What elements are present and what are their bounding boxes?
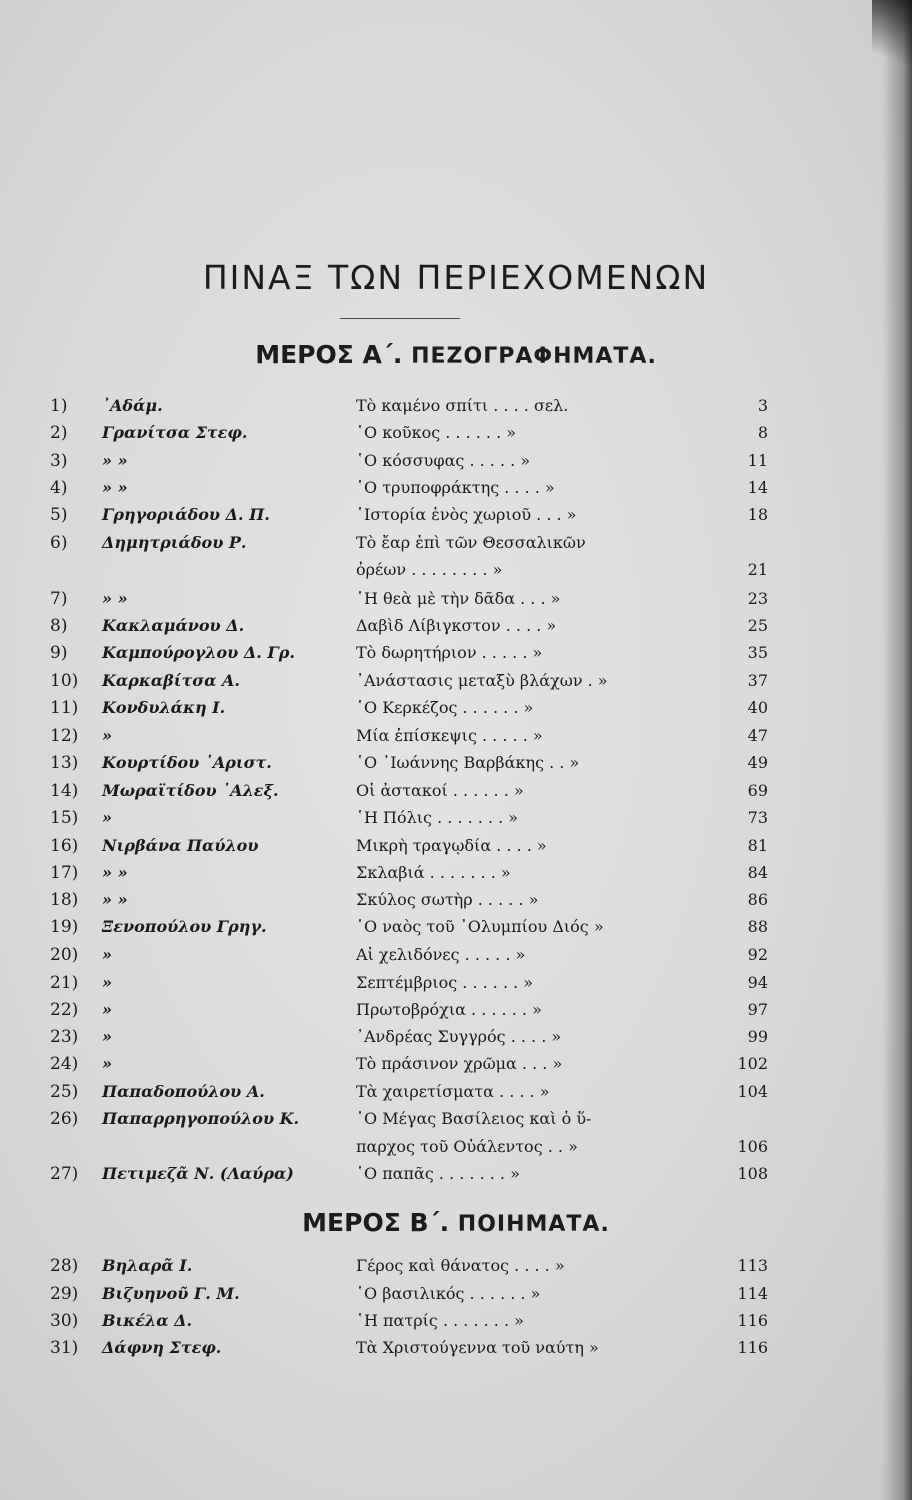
entry-number: 13) <box>50 753 79 773</box>
entry-title: Αἱ χελιδόνες . . . . . » <box>356 945 526 964</box>
entry-author: » <box>102 1027 112 1046</box>
toc-row <box>0 726 912 752</box>
toc-row <box>0 863 912 889</box>
toc-row <box>0 1109 912 1135</box>
entry-author: » <box>102 1000 112 1019</box>
entry-title: Οἱ ἀστακοί . . . . . . » <box>356 781 524 800</box>
toc-row <box>0 1164 912 1190</box>
section-heading-a <box>0 340 912 369</box>
toc-row <box>0 533 912 559</box>
entry-author: Παπαδοπούλου Α. <box>102 1082 265 1101</box>
entry-author: Δάφνη Στεφ. <box>102 1338 222 1357</box>
entry-title: Τὸ πράσινον χρῶμα . . . » <box>356 1054 563 1073</box>
entry-title: ῾Ο Μέγας Βασίλειος καὶ ὁ ὕ- <box>356 1109 592 1128</box>
entry-page: 84 <box>747 863 768 882</box>
toc-row <box>0 1311 912 1337</box>
toc-row <box>0 945 912 971</box>
entry-page: 18 <box>747 505 768 524</box>
toc-row <box>0 973 912 999</box>
entry-title: Πρωτοβρόχια . . . . . . » <box>356 1000 542 1019</box>
entry-number: 10) <box>50 671 79 691</box>
entry-page: 69 <box>747 781 768 800</box>
entry-page: 3 <box>757 396 768 415</box>
entry-author: Κονδυλάκη Ι. <box>102 698 226 717</box>
entry-author: Καμπούρογλου Δ. Γρ. <box>102 643 295 662</box>
toc-row <box>0 1082 912 1108</box>
entry-number: 5) <box>50 505 68 525</box>
entry-title: ῾Η θεὰ μὲ τὴν δᾶδα . . . » <box>356 589 561 608</box>
toc-row <box>0 1137 912 1163</box>
toc-row <box>0 836 912 862</box>
entry-title: ῾Η πατρίς . . . . . . . » <box>356 1311 524 1330</box>
entry-page: 11 <box>747 451 768 470</box>
entry-page: 97 <box>747 1000 768 1019</box>
section-b-label: ΜΕΡΟΣ Β΄. <box>302 1208 450 1237</box>
entry-author: Πετιμεζᾶ Ν. (Λαύρα) <box>102 1164 294 1183</box>
entry-author: » <box>102 1054 112 1073</box>
entry-title: ῾Ο κοῦκος . . . . . . » <box>356 423 517 442</box>
entry-page: 8 <box>757 423 768 442</box>
entry-number: 1) <box>50 396 68 416</box>
entry-page: 99 <box>747 1027 768 1046</box>
entry-page: 102 <box>737 1054 768 1073</box>
toc-row <box>0 1027 912 1053</box>
entry-number: 11) <box>50 698 79 718</box>
entry-number: 28) <box>50 1256 79 1276</box>
entry-number: 6) <box>50 533 68 553</box>
entry-number: 14) <box>50 781 79 801</box>
entry-page: 106 <box>737 1137 768 1156</box>
entry-author: » <box>102 945 112 964</box>
entry-author: » » <box>102 478 128 497</box>
entry-author: Νιρβάνα Παύλου <box>102 836 259 855</box>
entry-number: 30) <box>50 1311 79 1331</box>
toc-row <box>0 643 912 669</box>
entry-author: Μωραϊτίδου ᾿Αλεξ. <box>102 781 279 800</box>
entry-page: 104 <box>737 1082 768 1101</box>
entry-author: Δημητριάδου Ρ. <box>102 533 247 552</box>
section-a-title: ΠΕΖΟΓΡΑΦΗΜΑΤΑ. <box>411 344 657 369</box>
entry-author: Παπαρρηγοπούλου Κ. <box>102 1109 300 1128</box>
entry-number: 8) <box>50 616 68 636</box>
entry-title: Τὰ Χριστούγεννα τοῦ ναύτη » <box>356 1338 599 1357</box>
entry-number: 23) <box>50 1027 79 1047</box>
toc-row <box>0 396 912 422</box>
entry-page: 23 <box>747 589 768 608</box>
entry-number: 27) <box>50 1164 79 1184</box>
entry-title: ῾Ο κόσσυφας . . . . . » <box>356 451 531 470</box>
entry-number: 2) <box>50 423 68 443</box>
entry-number: 31) <box>50 1338 79 1358</box>
entry-title: Μικρὴ τραγῳδία . . . . » <box>356 836 547 855</box>
entry-page: 116 <box>737 1311 768 1330</box>
entry-page: 81 <box>747 836 768 855</box>
entry-title: ῾Ο βασιλικός . . . . . . » <box>356 1284 541 1303</box>
entry-number: 29) <box>50 1284 79 1304</box>
entry-page: 86 <box>747 890 768 909</box>
entry-author: Βιζυηνοῦ Γ. Μ. <box>102 1284 240 1303</box>
entry-page: 88 <box>747 917 768 936</box>
entry-title: Σκύλος σωτὴρ . . . . . » <box>356 890 539 909</box>
entry-page: 25 <box>747 616 768 635</box>
page-title: ΠΙΝΑΞ ΤΩΝ ΠΕΡΙΕΧΟΜΕΝΩΝ <box>202 258 710 297</box>
section-heading-b <box>0 1208 912 1237</box>
toc-row <box>0 478 912 504</box>
toc-row <box>0 698 912 724</box>
entry-author: » <box>102 808 112 827</box>
entry-number: 24) <box>50 1054 79 1074</box>
entry-number: 4) <box>50 478 68 498</box>
entry-number: 7) <box>50 589 68 609</box>
entry-page: 113 <box>737 1256 768 1275</box>
entry-number: 21) <box>50 973 79 993</box>
entry-title: Τὰ χαιρετίσματα . . . . » <box>356 1082 550 1101</box>
toc-row <box>0 505 912 531</box>
entry-author: Γρηγοριάδου Δ. Π. <box>102 505 270 524</box>
entry-number: 16) <box>50 836 79 856</box>
title-divider <box>340 318 460 319</box>
toc-row <box>0 808 912 834</box>
entry-title: ὀρέων . . . . . . . . » <box>356 560 503 579</box>
entry-number: 9) <box>50 643 68 663</box>
entry-title: ῾Ο Κερκέζος . . . . . . » <box>356 698 534 717</box>
entry-author: Γρανίτσα Στεφ. <box>102 423 248 442</box>
entry-title: Τὸ καμένο σπίτι . . . . σελ. <box>356 396 569 415</box>
page-corner-shadow <box>872 0 912 70</box>
entry-author: Βικέλα Δ. <box>102 1311 193 1330</box>
toc-row <box>0 423 912 449</box>
toc-row <box>0 671 912 697</box>
toc-row <box>0 560 912 586</box>
entry-page: 92 <box>747 945 768 964</box>
toc-row <box>0 781 912 807</box>
entry-page: 35 <box>747 643 768 662</box>
entry-author: Κακλαμάνου Δ. <box>102 616 245 635</box>
toc-row <box>0 616 912 642</box>
entry-title: Τὸ δωρητήριον . . . . . » <box>356 643 543 662</box>
entry-author: » <box>102 973 112 992</box>
entry-author: » » <box>102 890 128 909</box>
entry-page: 40 <box>747 698 768 717</box>
entry-page: 116 <box>737 1338 768 1357</box>
entry-title: Τὸ ἔαρ ἐπὶ τῶν Θεσσαλικῶν <box>356 533 586 552</box>
entry-author: Ξενοπούλου Γρηγ. <box>102 917 267 936</box>
entry-author: Κουρτίδου ᾿Αριστ. <box>102 753 272 772</box>
entry-page: 73 <box>747 808 768 827</box>
entry-title: Γέρος καὶ θάνατος . . . . » <box>356 1256 565 1275</box>
toc-row <box>0 1054 912 1080</box>
entry-number: 20) <box>50 945 79 965</box>
toc-row <box>0 1338 912 1364</box>
entry-number: 25) <box>50 1082 79 1102</box>
entry-number: 18) <box>50 890 79 910</box>
toc-row <box>0 1284 912 1310</box>
entry-author: ᾿Αδάμ. <box>102 396 163 415</box>
entry-page: 14 <box>747 478 768 497</box>
toc-row <box>0 1000 912 1026</box>
entry-title: ῾Ο τρυποφράκτης . . . . » <box>356 478 555 497</box>
entry-title: Μία ἐπίσκεψις . . . . . » <box>356 726 543 745</box>
section-b-title: ΠΟΙΗΜΑΤΑ. <box>457 1212 610 1237</box>
toc-row <box>0 589 912 615</box>
entry-page: 49 <box>747 753 768 772</box>
entry-author: » » <box>102 451 128 470</box>
entry-page: 21 <box>747 560 768 579</box>
entry-number: 26) <box>50 1109 79 1129</box>
entry-page: 108 <box>737 1164 768 1183</box>
entry-number: 19) <box>50 917 79 937</box>
entry-number: 22) <box>50 1000 79 1020</box>
entry-number: 3) <box>50 451 68 471</box>
entry-title: ῾Ιστορία ἑνὸς χωριοῦ . . . » <box>356 505 577 524</box>
toc-row <box>0 451 912 477</box>
entry-title: Δαβὶδ Λίβιγκστον . . . . » <box>356 616 557 635</box>
toc-row <box>0 917 912 943</box>
entry-author: » » <box>102 863 128 882</box>
entry-title: ῾Ο ᾿Ιωάννης Βαρβάκης . . » <box>356 753 580 772</box>
entry-author: Βηλαρᾶ Ι. <box>102 1256 193 1275</box>
section-a-label: ΜΕΡΟΣ Α΄. <box>255 340 403 369</box>
entry-page: 37 <box>747 671 768 690</box>
entry-title: ῾Ο παπᾶς . . . . . . . » <box>356 1164 520 1183</box>
toc-row <box>0 890 912 916</box>
entry-author: » » <box>102 589 128 608</box>
entry-author: » <box>102 726 112 745</box>
toc-row <box>0 753 912 779</box>
toc-row <box>0 1256 912 1282</box>
entry-title: Σκλαβιά . . . . . . . » <box>356 863 511 882</box>
entry-number: 12) <box>50 726 79 746</box>
entry-title: Σεπτέμβριος . . . . . . » <box>356 973 534 992</box>
entry-page: 47 <box>747 726 768 745</box>
entry-number: 17) <box>50 863 79 883</box>
entry-title: ᾿Ανάστασις μεταξὺ βλάχων . » <box>356 671 608 690</box>
entry-page: 94 <box>747 973 768 992</box>
entry-title: ῾Η Πόλις . . . . . . . » <box>356 808 519 827</box>
entry-title: ῾Ο ναὸς τοῦ ᾿Ολυμπίου Διός » <box>356 917 604 936</box>
entry-title: παρχος τοῦ Οὐάλεντος . . » <box>356 1137 578 1156</box>
entry-number: 15) <box>50 808 79 828</box>
entry-author: Καρκαβίτσα Α. <box>102 671 240 690</box>
entry-page: 114 <box>737 1284 768 1303</box>
entry-title: ᾿Ανδρέας Συγγρός . . . . » <box>356 1027 562 1046</box>
